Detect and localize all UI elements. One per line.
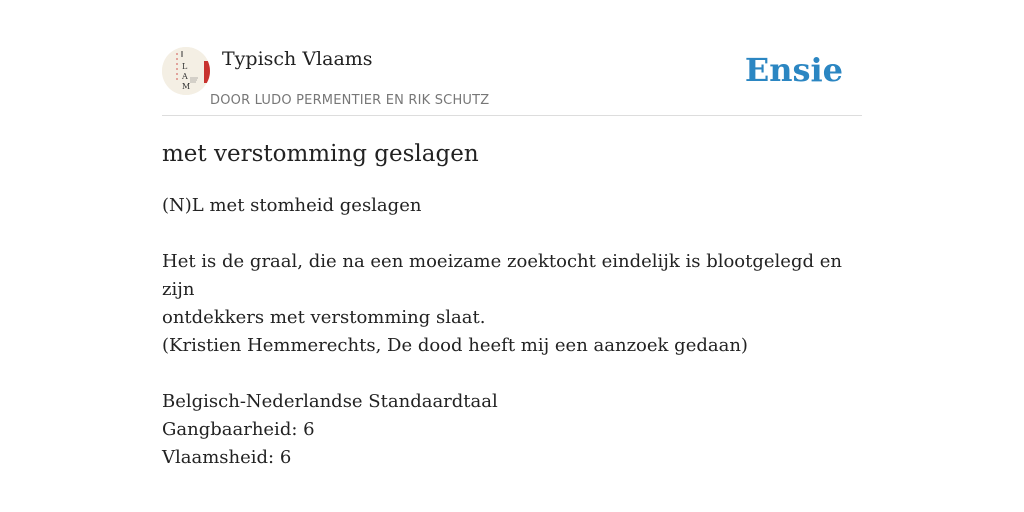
entry-variant: (N)L met stomheid geslagen: [162, 195, 422, 216]
svg-text:M: M: [182, 82, 191, 91]
svg-text:A: A: [182, 72, 188, 81]
entry-title: met verstomming geslagen: [162, 141, 479, 167]
entry-vlaamsheid: Vlaamsheid: 6: [162, 447, 292, 468]
entry-source: (Kristien Hemmerechts, De dood heeft mij een aanzoek gedaan): [162, 335, 748, 356]
dictionary-header: [162, 44, 862, 116]
entry-body: [162, 192, 862, 472]
entry-example-line-2: ontdekkers met verstomming slaat.: [162, 307, 486, 328]
dictionary-logo-icon[interactable]: [162, 47, 210, 95]
dictionary-title[interactable]: Typisch Vlaams: [222, 48, 373, 70]
entry-language: Belgisch-Nederlandse Standaardtaal: [162, 391, 498, 412]
entry-example-line-1: Het is de graal, die na een moeizame zoektocht eindelijk is blootgelegd en zijn: [162, 251, 842, 300]
book-cover-icon: [162, 47, 210, 95]
entry-gangbaarheid: Gangbaarheid: 6: [162, 419, 315, 440]
spacer: [162, 360, 862, 388]
svg-text:L: L: [182, 62, 188, 71]
ensie-logo-link[interactable]: Ensie: [744, 51, 843, 89]
entry-content: [162, 138, 862, 472]
spacer: [162, 220, 862, 248]
dictionary-authors: DOOR LUDO PERMENTIER EN RIK SCHUTZ: [210, 93, 490, 108]
